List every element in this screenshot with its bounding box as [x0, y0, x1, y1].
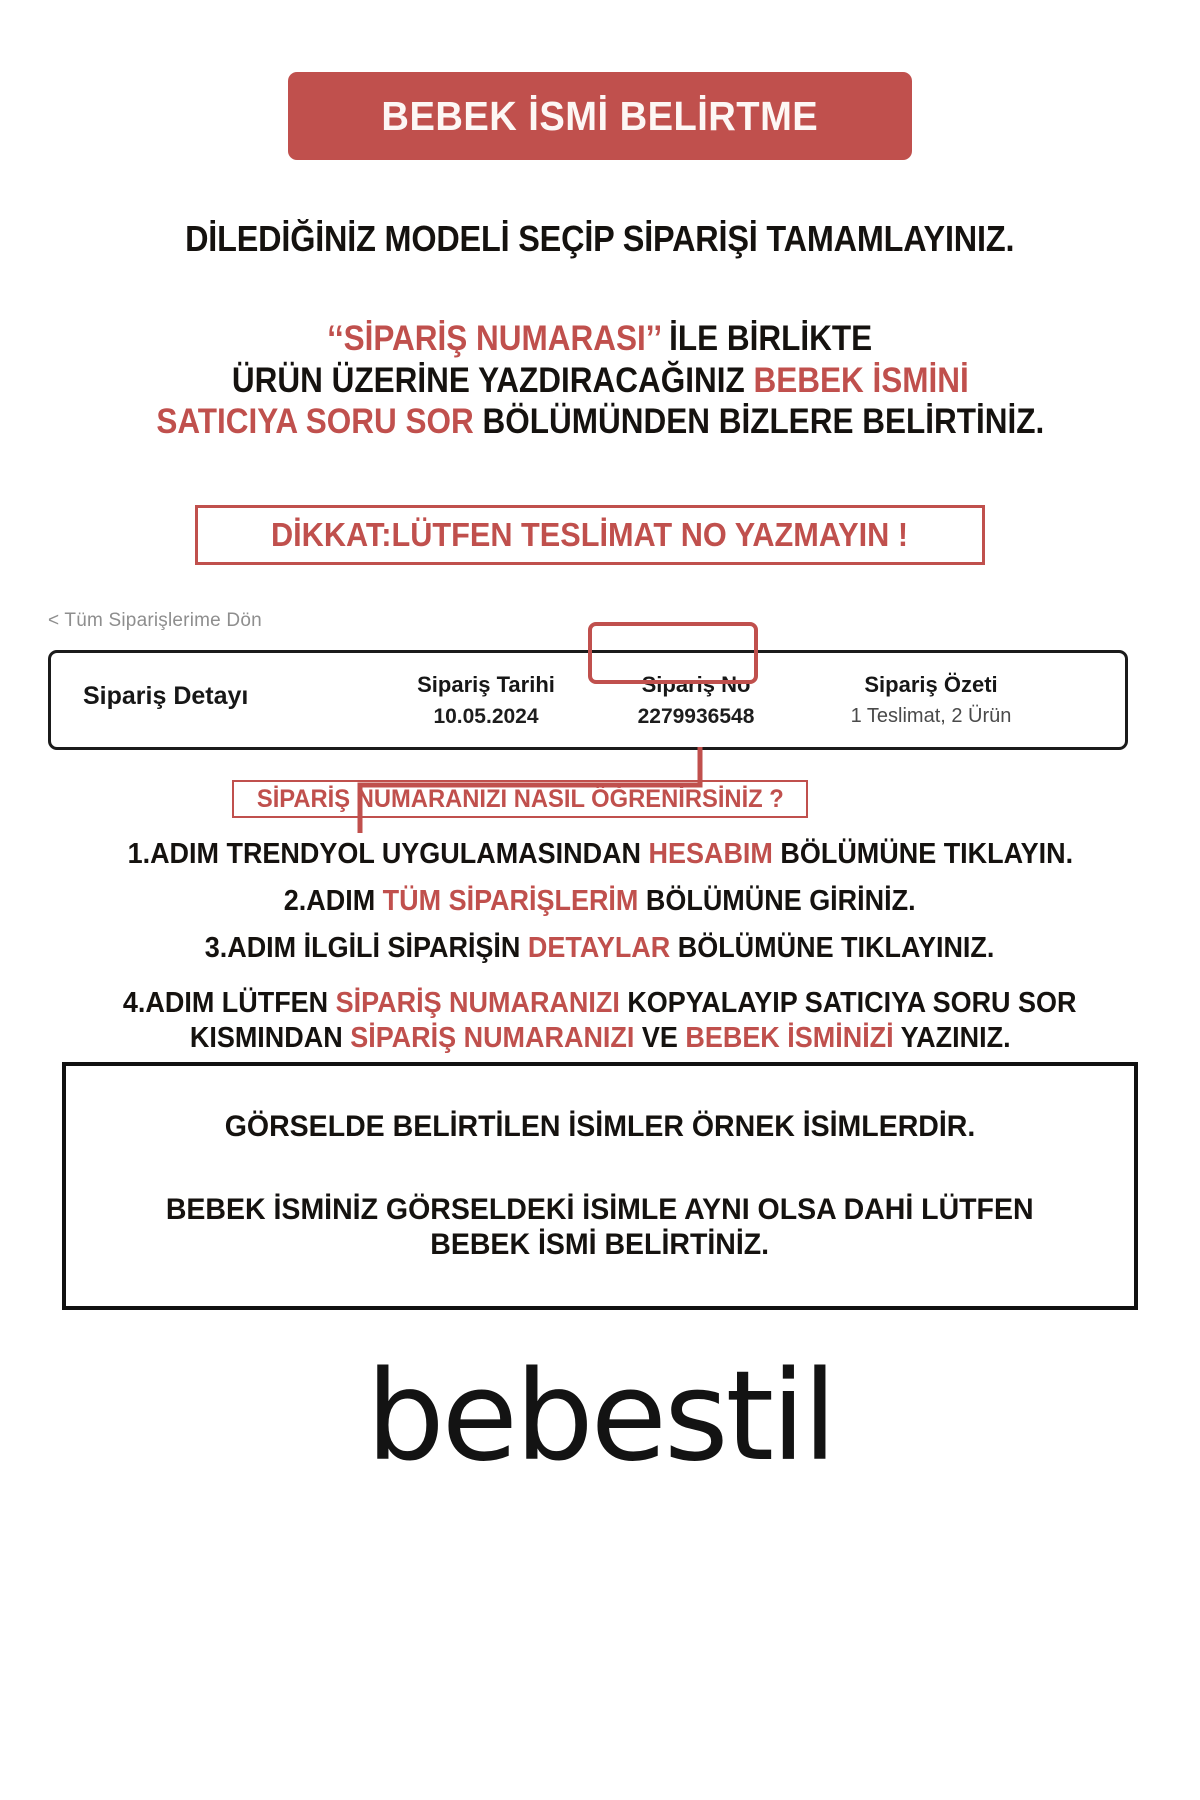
step2-a: 2.ADIM: [284, 885, 383, 917]
paragraph-line3-black: BÖLÜMÜNDEN BİZLERE BELİRTİNİZ.: [473, 402, 1044, 442]
note-line-2a: BEBEK İSMİNİZ GÖRSELDEKİ İSİMLE AYNI OLSA DAHİ LÜTFEN: [166, 1192, 1034, 1226]
order-date-col: [361, 653, 611, 747]
paragraph-line-1: [0, 318, 1200, 360]
order-summary-label: Sipariş Özeti: [864, 672, 998, 697]
step-4: [0, 987, 1200, 1055]
step-2: [0, 885, 1200, 918]
step4-red1: SİPARİŞ NUMARANIZI: [335, 987, 621, 1019]
order-detail-title-col: [51, 653, 361, 747]
steps-list: [0, 824, 1200, 1055]
paragraph-line-2: [0, 360, 1200, 402]
brand-logo-text: bebestil: [365, 1345, 835, 1489]
question-text: SİPARİŞ NUMARANIZI NASIL ÖĞRENİRSİNİZ ?: [256, 784, 784, 813]
headline: [0, 218, 1200, 260]
step-1: [0, 838, 1200, 871]
order-summary-col: [781, 653, 1081, 747]
question-box: [232, 780, 808, 818]
step1-b: BÖLÜMÜNE TIKLAYIN.: [772, 838, 1073, 870]
headline-text: DİLEDİĞİNİZ MODELİ SEÇİP SİPARİŞİ TAMAMLAYINIZ.: [185, 218, 1015, 259]
step4-red3: BEBEK İSMİNİZİ: [685, 1022, 894, 1054]
warning-text: DİKKAT:LÜTFEN TESLİMAT NO YAZMAYIN !: [271, 516, 909, 553]
paragraph-line2-red: BEBEK İSMİNİ: [753, 360, 969, 400]
paragraph-line3-red: SATICIYA SORU SOR: [156, 402, 474, 442]
step2-red: TÜM SİPARİŞLERİM: [382, 885, 639, 917]
order-detail-title: Sipariş Detayı: [83, 682, 249, 710]
order-no-label: Sipariş No: [641, 671, 751, 697]
paragraph-line2-black: ÜRÜN ÜZERİNE YAZDIRACAĞINIZ: [231, 360, 754, 400]
step4-d: VE: [634, 1022, 686, 1054]
step4-a: 4.ADIM LÜTFEN: [123, 987, 336, 1019]
paragraph-line1-black: İLE BİRLİKTE: [660, 319, 873, 358]
step4-e: YAZINIZ.: [893, 1022, 1011, 1054]
banner-title: BEBEK İSMİ BELİRTME: [381, 92, 819, 139]
paragraph-line1-red: ‘‘SİPARİŞ NUMARASI’’: [327, 319, 661, 358]
step1-a: 1.ADIM TRENDYOL UYGULAMASINDAN: [127, 838, 649, 870]
header-banner: [288, 72, 912, 160]
note-line-1: GÖRSELDE BELİRTİLEN İSİMLER ÖRNEK İSİMLERDİR.: [224, 1109, 976, 1143]
paragraph-line-3: [0, 401, 1200, 443]
order-summary-value: 1 Teslimat, 2 Ürün: [850, 705, 1012, 727]
order-detail-card: [48, 650, 1128, 750]
step-3: [0, 932, 1200, 965]
step4-red2: SİPARİŞ NUMARANIZI: [349, 1022, 635, 1054]
brand-logo: [0, 1345, 1200, 1489]
step3-b: BÖLÜMÜNE TIKLAYINIZ.: [670, 932, 995, 964]
note-box: [62, 1062, 1138, 1310]
order-date-value: 10.05.2024: [433, 704, 539, 728]
step4-c: KISMINDAN: [189, 1022, 350, 1054]
warning-box: [195, 505, 985, 565]
order-no-col[interactable]: [611, 653, 781, 747]
back-to-orders-link[interactable]: < Tüm Siparişlerime Dön: [48, 610, 262, 631]
instruction-paragraph: [0, 318, 1200, 443]
note-line-2b: BEBEK İSMİ BELİRTİNİZ.: [430, 1228, 770, 1261]
order-date-label: Sipariş Tarihi: [417, 671, 555, 697]
note-line-2: [166, 1192, 1034, 1263]
order-no-value: 2279936548: [637, 704, 755, 728]
step4-b: KOPYALAYIP SATICIYA SORU SOR: [620, 987, 1077, 1019]
step1-red: HESABIM: [648, 838, 773, 870]
step3-red: DETAYLAR: [528, 932, 671, 964]
step3-a: 3.ADIM İLGİLİ SİPARİŞİN: [205, 932, 529, 964]
step2-b: BÖLÜMÜNE GİRİNİZ.: [638, 885, 916, 917]
